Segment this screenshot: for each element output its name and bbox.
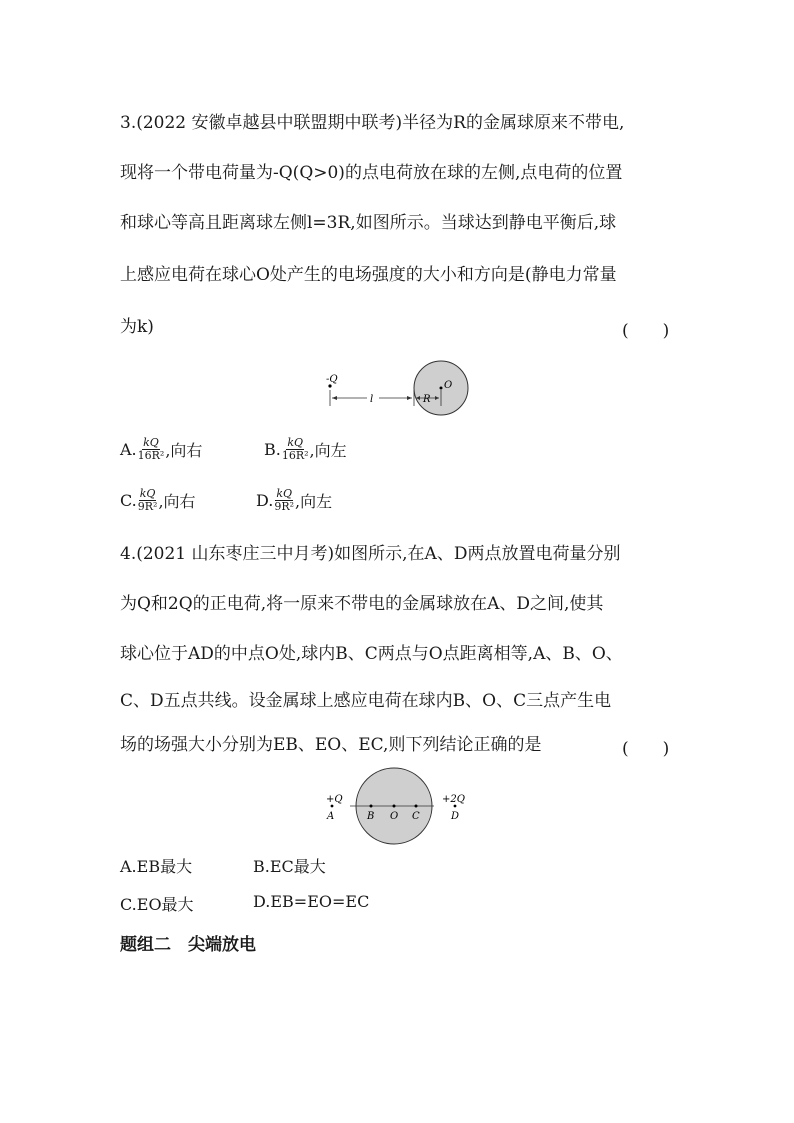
fraction <box>274 488 294 513</box>
q4-option-a[interactable]: A.EB最大 <box>120 857 193 876</box>
option-direction: ,向左 <box>309 441 347 460</box>
q4-line-2: 为Q和2Q的正电荷,将一原来不带电的金属球放在A、D之间,使其 <box>120 594 604 614</box>
left-charge-label: +Q <box>326 794 343 805</box>
fraction <box>138 488 158 513</box>
sphere-center-dot <box>440 387 443 390</box>
denominator: 9R² <box>274 500 295 513</box>
q4-line-5: 场的场强大小分别为EB、EO、EC,则下列结论正确的是 <box>120 735 542 755</box>
denominator: 16R² <box>281 449 309 462</box>
option-direction: ,向右 <box>165 441 203 460</box>
q4-line-4: C、D五点共线。设金属球上感应电荷在球内B、O、C三点产生电 <box>120 691 612 711</box>
denominator: 16R² <box>137 449 165 462</box>
numerator: kQ <box>139 487 156 500</box>
point-o-dot <box>393 805 396 808</box>
option-direction: ,向左 <box>295 492 333 511</box>
q3-figure <box>318 358 478 418</box>
center-label: O <box>444 380 453 391</box>
q4-option-b[interactable]: B.EC最大 <box>253 857 326 876</box>
section-heading: 题组二 尖端放电 <box>120 935 256 955</box>
distance-l-label: l <box>370 394 374 405</box>
option-letter: A. <box>120 440 137 459</box>
q3-option-a[interactable] <box>120 437 202 462</box>
q3-line-4: 上感应电荷在球心O处产生的电场强度的大小和方向是(静电力常量 <box>120 265 617 285</box>
denominator: 9R² <box>137 500 158 513</box>
q4-line-3: 球心位于AD的中点O处,球内B、C两点与O点距离相等,A、B、O、 <box>120 644 623 664</box>
q3-answer-bracket: ( ) <box>622 321 670 341</box>
q3-line-5: 为k) <box>120 317 154 337</box>
fraction <box>282 437 309 462</box>
q3-option-b[interactable] <box>264 437 347 462</box>
q4-answer-bracket: ( ) <box>622 739 670 759</box>
point-a-label: A <box>327 811 335 822</box>
option-direction: ,向右 <box>158 492 196 511</box>
option-letter: C. <box>120 491 137 510</box>
q3-line-1: 3.(2022 安徽卓越县中联盟期中联考)半径为R的金属球原来不带电, <box>120 113 625 133</box>
radius-label: R <box>423 394 431 405</box>
q4-option-d[interactable]: D.EB=EO=EC <box>253 892 370 911</box>
fraction <box>138 437 165 462</box>
q4-figure <box>322 766 472 848</box>
q3-line-2: 现将一个带电荷量为-Q(Q>0)的点电荷放在球的左侧,点电荷的位置 <box>120 163 623 183</box>
point-d-dot <box>454 805 457 808</box>
numerator: kQ <box>143 436 159 449</box>
point-b-dot <box>370 805 373 808</box>
numerator: kQ <box>276 487 293 500</box>
q3-option-c[interactable] <box>120 488 196 513</box>
point-o-label: O <box>390 811 399 822</box>
right-charge-label: +2Q <box>442 794 465 805</box>
point-b-label: B <box>367 811 375 822</box>
q3-option-d[interactable] <box>256 488 332 513</box>
charge-label: -Q <box>326 374 338 385</box>
q4-option-c[interactable]: C.EO最大 <box>120 895 194 914</box>
point-d-label: D <box>451 811 460 822</box>
q3-line-3: 和球心等高且距离球左侧l=3R,如图所示。当球达到静电平衡后,球 <box>120 213 617 233</box>
point-c-label: C <box>412 811 420 822</box>
numerator: kQ <box>287 436 304 449</box>
option-letter: D. <box>256 491 274 510</box>
point-c-dot <box>415 805 418 808</box>
q4-line-1: 4.(2021 山东枣庄三中月考)如图所示,在A、D两点放置电荷量分别 <box>120 544 621 564</box>
option-letter: B. <box>264 440 281 459</box>
point-a-dot <box>331 805 334 808</box>
